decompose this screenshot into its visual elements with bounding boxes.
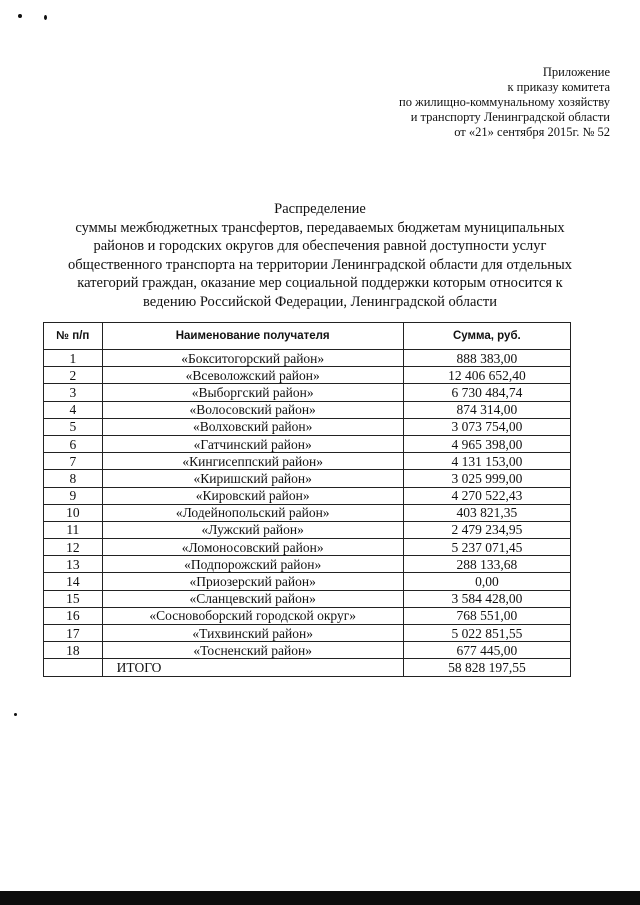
row-name: «Киришский район» bbox=[102, 470, 403, 487]
total-label: ИТОГО bbox=[102, 659, 403, 676]
row-sum: 3 025 999,00 bbox=[403, 470, 570, 487]
row-num: 4 bbox=[44, 401, 103, 418]
table-row bbox=[44, 435, 571, 452]
table-row bbox=[44, 539, 571, 556]
table-row bbox=[44, 556, 571, 573]
row-sum: 3 073 754,00 bbox=[403, 418, 570, 435]
table-row bbox=[44, 573, 571, 590]
row-sum: 874 314,00 bbox=[403, 401, 570, 418]
row-name: «Ломоносовский район» bbox=[102, 539, 403, 556]
table-row bbox=[44, 470, 571, 487]
table-row bbox=[44, 607, 571, 624]
table-row bbox=[44, 350, 571, 367]
document-title bbox=[40, 200, 600, 311]
row-sum: 4 270 522,43 bbox=[403, 487, 570, 504]
row-name: «Тосненский район» bbox=[102, 642, 403, 659]
row-sum: 5 022 851,55 bbox=[403, 625, 570, 642]
row-name: «Лодейнопольский район» bbox=[102, 504, 403, 521]
title-line: ведению Российской Федерации, Ленинградской области bbox=[143, 293, 497, 310]
row-sum: 0,00 bbox=[403, 573, 570, 590]
row-sum: 403 821,35 bbox=[403, 504, 570, 521]
appendix-label: Приложение bbox=[542, 65, 610, 79]
row-sum: 5 237 071,45 bbox=[403, 539, 570, 556]
scan-speck bbox=[14, 713, 17, 716]
row-num: 12 bbox=[44, 539, 103, 556]
row-name: «Гатчинский район» bbox=[102, 435, 403, 452]
row-sum: 12 406 652,40 bbox=[403, 367, 570, 384]
table-row bbox=[44, 453, 571, 470]
distribution-table bbox=[43, 322, 571, 677]
table-row bbox=[44, 487, 571, 504]
scan-bottom-edge bbox=[0, 891, 640, 905]
order-date: от «21» сентября 2015г. № 52 bbox=[454, 125, 610, 139]
row-name: «Бокситогорский район» bbox=[102, 350, 403, 367]
row-name: «Волосовский район» bbox=[102, 401, 403, 418]
row-name: «Волховский район» bbox=[102, 418, 403, 435]
title-line: категорий граждан, оказание мер социальной поддержки которым относится к bbox=[77, 275, 563, 291]
row-num: 10 bbox=[44, 504, 103, 521]
row-sum: 3 584 428,00 bbox=[403, 590, 570, 607]
row-num: 13 bbox=[44, 556, 103, 573]
row-num: 9 bbox=[44, 487, 103, 504]
row-name: «Тихвинский район» bbox=[102, 625, 403, 642]
row-sum: 677 445,00 bbox=[403, 642, 570, 659]
scan-speck bbox=[44, 15, 47, 20]
table-row bbox=[44, 384, 571, 401]
title-heading: Распределение bbox=[274, 201, 366, 217]
table-row bbox=[44, 401, 571, 418]
table-row bbox=[44, 521, 571, 538]
scan-speck bbox=[18, 14, 22, 18]
title-line: общественного транспорта на территории Ленинградской области для отдельных bbox=[68, 256, 572, 273]
row-sum: 4 131 153,00 bbox=[403, 453, 570, 470]
row-name: «Кировский район» bbox=[102, 487, 403, 504]
row-num: 8 bbox=[44, 470, 103, 487]
row-sum: 288 133,68 bbox=[403, 556, 570, 573]
header-name: Наименование получателя bbox=[102, 323, 403, 350]
row-name: «Сосновоборский городской округ» bbox=[102, 607, 403, 624]
committee-name-line2: и транспорту Ленинградской области bbox=[410, 110, 610, 124]
order-reference: к приказу комитета bbox=[507, 80, 610, 94]
row-name: «Лужский район» bbox=[102, 521, 403, 538]
row-sum: 768 551,00 bbox=[403, 607, 570, 624]
table-row bbox=[44, 367, 571, 384]
table-header-row bbox=[44, 323, 571, 350]
row-name: «Выборгский район» bbox=[102, 384, 403, 401]
row-num: 5 bbox=[44, 418, 103, 435]
total-sum: 58 828 197,55 bbox=[403, 659, 570, 676]
row-sum: 2 479 234,95 bbox=[403, 521, 570, 538]
appendix-header bbox=[399, 65, 610, 140]
table-row bbox=[44, 642, 571, 659]
header-sum: Сумма, руб. bbox=[403, 323, 570, 350]
row-sum: 4 965 398,00 bbox=[403, 435, 570, 452]
row-name: «Приозерский район» bbox=[102, 573, 403, 590]
row-name: «Кингисеппский район» bbox=[102, 453, 403, 470]
row-num: 11 bbox=[44, 521, 103, 538]
row-num: 1 bbox=[44, 350, 103, 367]
row-num: 2 bbox=[44, 367, 103, 384]
row-name: «Сланцевский район» bbox=[102, 590, 403, 607]
total-empty-cell bbox=[44, 659, 103, 676]
row-sum: 888 383,00 bbox=[403, 350, 570, 367]
row-num: 17 bbox=[44, 625, 103, 642]
row-num: 16 bbox=[44, 607, 103, 624]
row-num: 15 bbox=[44, 590, 103, 607]
committee-name-line1: по жилищно-коммунальному хозяйству bbox=[399, 95, 610, 109]
title-line: районов и городских округов для обеспечения равной доступности услуг bbox=[93, 238, 547, 254]
row-num: 6 bbox=[44, 435, 103, 452]
row-sum: 6 730 484,74 bbox=[403, 384, 570, 401]
table-row bbox=[44, 590, 571, 607]
total-row bbox=[44, 659, 571, 676]
row-num: 3 bbox=[44, 384, 103, 401]
row-num: 14 bbox=[44, 573, 103, 590]
row-num: 18 bbox=[44, 642, 103, 659]
table-row bbox=[44, 418, 571, 435]
table-row bbox=[44, 625, 571, 642]
row-num: 7 bbox=[44, 453, 103, 470]
header-num: № п/п bbox=[44, 323, 103, 350]
table-row bbox=[44, 504, 571, 521]
row-name: «Всеволожский район» bbox=[102, 367, 403, 384]
row-name: «Подпорожский район» bbox=[102, 556, 403, 573]
title-line: суммы межбюджетных трансфертов, передаваемых бюджетам муниципальных bbox=[75, 219, 565, 236]
